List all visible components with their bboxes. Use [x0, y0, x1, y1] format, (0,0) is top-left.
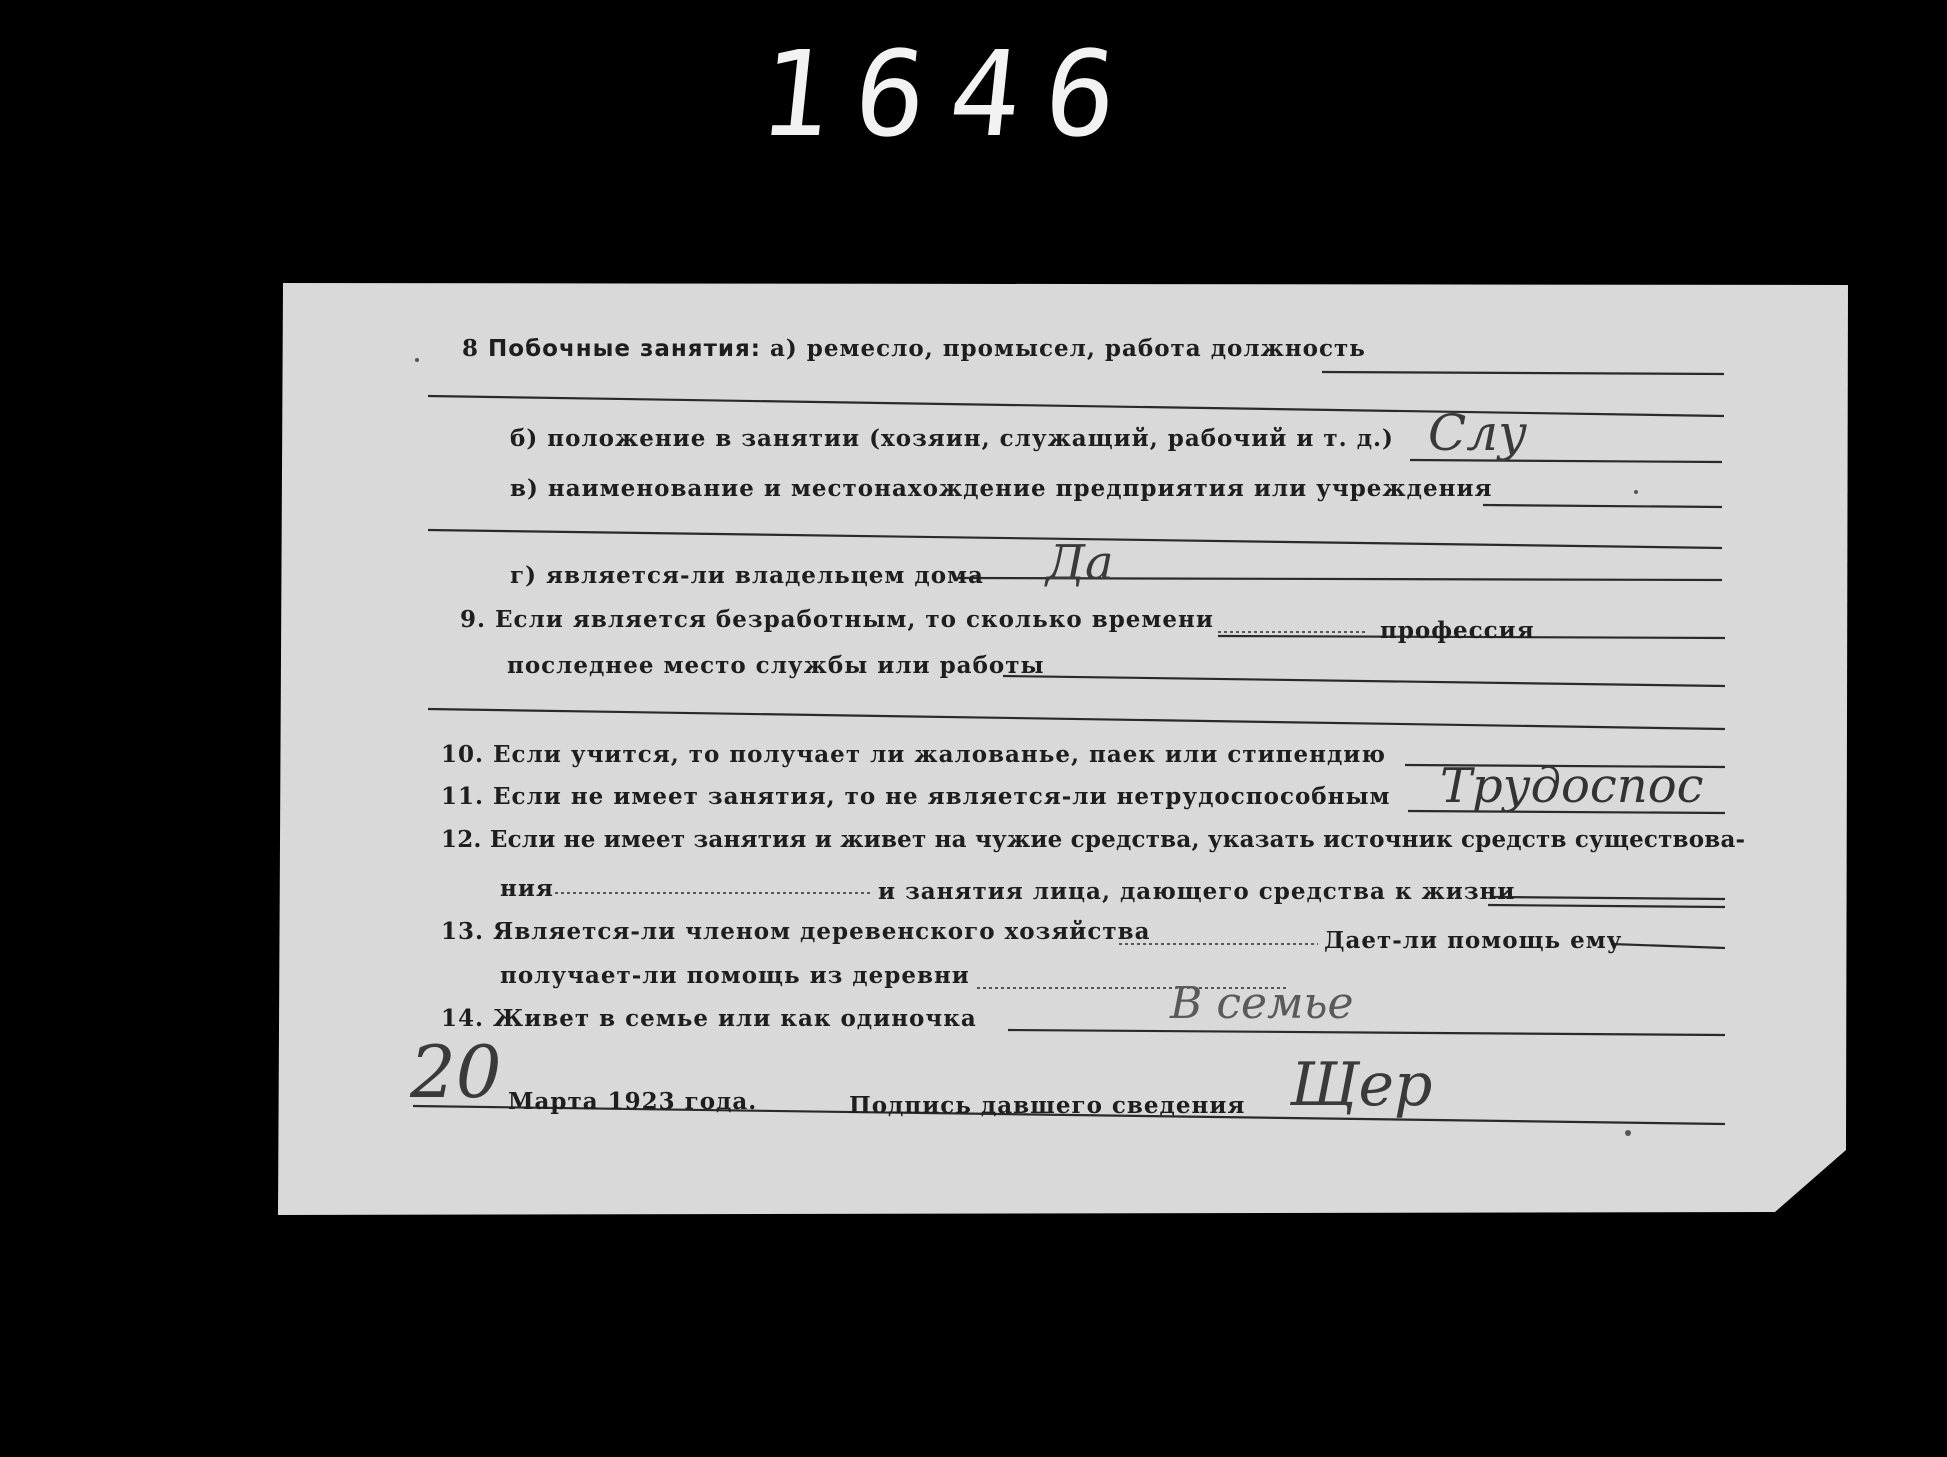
- q9-number: 9.: [460, 606, 487, 633]
- handwritten-day: 20: [410, 1030, 502, 1114]
- q8-label: Побочные занятия:: [488, 336, 761, 362]
- q9-line1-text: Если является безработным, то сколько времени: [495, 606, 1214, 633]
- q12-number: 12.: [441, 826, 482, 853]
- handwritten-q14: В семье: [1170, 978, 1354, 1029]
- q14-text: Живет в семье или как одиночка: [493, 1005, 977, 1032]
- q8a-text: а) ремесло, промысел, работа должность: [770, 335, 1366, 362]
- handwritten-q11: Трудоспос: [1440, 758, 1704, 814]
- q11-number: 11.: [441, 783, 485, 810]
- q10-text: Если учится, то получает ли жалованье, паек или стипендию: [493, 741, 1386, 768]
- signature-label: Подпись давшего сведения: [849, 1092, 1246, 1119]
- handwritten-q8b: Слу: [1428, 404, 1528, 462]
- q10-number: 10.: [441, 741, 485, 768]
- q9-profession-label: профессия: [1380, 617, 1535, 644]
- q12-line2a-text: ния: [500, 875, 554, 902]
- handwritten-signature: Щер: [1290, 1050, 1433, 1120]
- q13-number: 13.: [441, 918, 485, 945]
- q8v-text: в) наименование и местонахождение предприятия или учреждения: [510, 475, 1493, 502]
- q8-number: 8: [462, 335, 480, 362]
- q13-line1-text: Является-ли членом деревенского хозяйства: [493, 918, 1151, 945]
- q13-help-label: Дает-ли помощь ему: [1324, 927, 1623, 954]
- q8g-text: г) является-ли владельцем дома: [510, 562, 984, 589]
- q12-line1-text: Если не имеет занятия и живет на чужие средства, указать источник средств существова-: [489, 826, 1746, 853]
- q11-text: Если не имеет занятия, то не является-ли нетрудоспособным: [493, 783, 1391, 810]
- frame-number: 1646: [752, 25, 1148, 163]
- q14-number: 14.: [441, 1005, 485, 1032]
- q12-line2b-text: и занятия лица, дающего средства к жизни: [878, 878, 1516, 905]
- date-text: Марта 1923 года.: [508, 1088, 758, 1115]
- q13-line2-text: получает-ли помощь из деревни: [500, 962, 970, 989]
- handwritten-q8g: Да: [1046, 535, 1114, 591]
- q9-line2-text: последнее место службы или работы: [507, 652, 1045, 679]
- q8b-text: б) положение в занятии (хозяин, служащий, рабочий и т. д.): [510, 425, 1394, 452]
